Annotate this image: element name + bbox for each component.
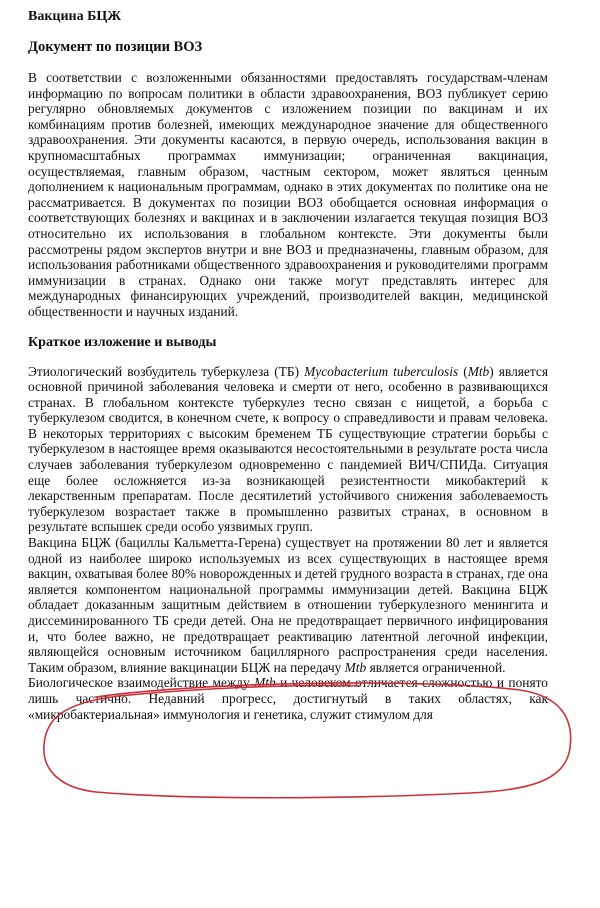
paragraph-etiology-text-c: ) является основной причиной заболевания человека и смерти от него, особенно в развивающихся странах. В глобальном контексте туберкулез тесно связан с нищетой, а борьба с туберкулезом сводится, в конечном счете, к вопросу о справедливости и правам человека. В некоторых территориях с высоким бременем ТБ существующие стратегии борьбы с туберкулезом в настоящее время оказываются несостоятельными в результате роста числа случаев заболевания туберкулезом одновременно с пандемией ВИЧ/СПИДа. Ситуация еще более осложняется из-за возникающей резистентности микобактерий к лекарственным препаратам. После десятилетий устойчивого снижения заболеваемость туберкулезом возрастает также в промышленно развитых странах, в основном в результате вспышек среди особо уязвимых групп. xyxy=(28,363,548,535)
paragraph-bcg-text-a: Вакцина БЦЖ (бациллы Кальметта-Герена) существует на протяжении 80 лет и является одной из наиболее широко используемых из всех существующих в настоящее время вакцин, охватывая более 80% новорожденных и детей грудного возраста в странах, где она является компонентом национальной программы иммунизации детей. Вакцина БЦЖ обладает доказанным защитным действием в отношении туберкулезного менингита и диссеминированного ТБ среди детей. Она не предотвращает первичного инфицирования и, что более важно, не предотвращает реактивацию латентной легочной инфекции, являющейся основным источником бациллярного распространения среди населения. Таким образом, влияние вакцинации БЦЖ на передачу xyxy=(28,535,548,675)
section-heading-summary: Краткое изложение и выводы xyxy=(28,334,217,350)
paragraph-biology xyxy=(28,675,548,722)
paragraph-etiology xyxy=(28,364,548,536)
document-title: Вакцина БЦЖ xyxy=(28,9,122,24)
paragraph-biology-text-a: Биологическое взаимодействие между xyxy=(28,675,255,691)
paragraph-biology-text-b: и человеком отличается сложностью и понято лишь частично. Недавний прогресс, достигнутый в таких областях, как «микробактериальная» иммунология и генетика, служит стимулом для xyxy=(28,675,548,722)
paragraph-etiology-text-a: Этиологический возбудитель туберкулеза (ТБ) xyxy=(28,363,305,379)
paragraph-bcg-vaccine xyxy=(28,535,548,675)
paragraph-position: В соответствии с возложенными обязанностями предоставлять государствам-членам информацию по вопросам политики в области здравоохранения, ВОЗ публикует серию регулярно обновляемых документов с изложением позиции по вакцинам и их комбинациям против болезней, имеющих международное значение для общественного здравоохранения. Эти документы касаются, в первую очередь, использования вакцин в крупномасштабных программах иммунизации; ограниченная вакцинация, осуществляемая, главным образом, частным сектором, может являться ценным дополнением к национальным программам, однако в этих документах по политике она не рассматривается. В документах по позиции ВОЗ обобщается основная информация о соответствующих болезнях и вакцинах и в заключении излагается текущая позиция ВОЗ относительно их использования в глобальном контексте. Эти документы были рассмотрены рядом экспертов внутри и вне ВОЗ и предназначены, главным образом, для использования работниками общественного здравоохранения и руководителями программ иммунизации в странах. Однако они также могут представлять интерес для международных финансирующих учреждений, производителей вакцин, медицинской общественности и научных изданий. xyxy=(28,70,548,319)
paragraph-etiology-abbrev: Mtb xyxy=(467,363,490,379)
paragraph-etiology-species: Mycobacterium tuberculosis xyxy=(304,363,459,379)
paragraph-bcg-text-b: является ограниченной. xyxy=(366,659,506,675)
paragraph-etiology-text-b: ( xyxy=(458,363,468,379)
section-heading-position: Документ по позиции ВОЗ xyxy=(28,39,203,55)
annotated-paragraph-wrap xyxy=(28,535,548,675)
paragraph-bcg-abbrev: Mtb xyxy=(344,659,367,675)
paragraph-biology-abbrev: Mtb xyxy=(254,675,276,691)
